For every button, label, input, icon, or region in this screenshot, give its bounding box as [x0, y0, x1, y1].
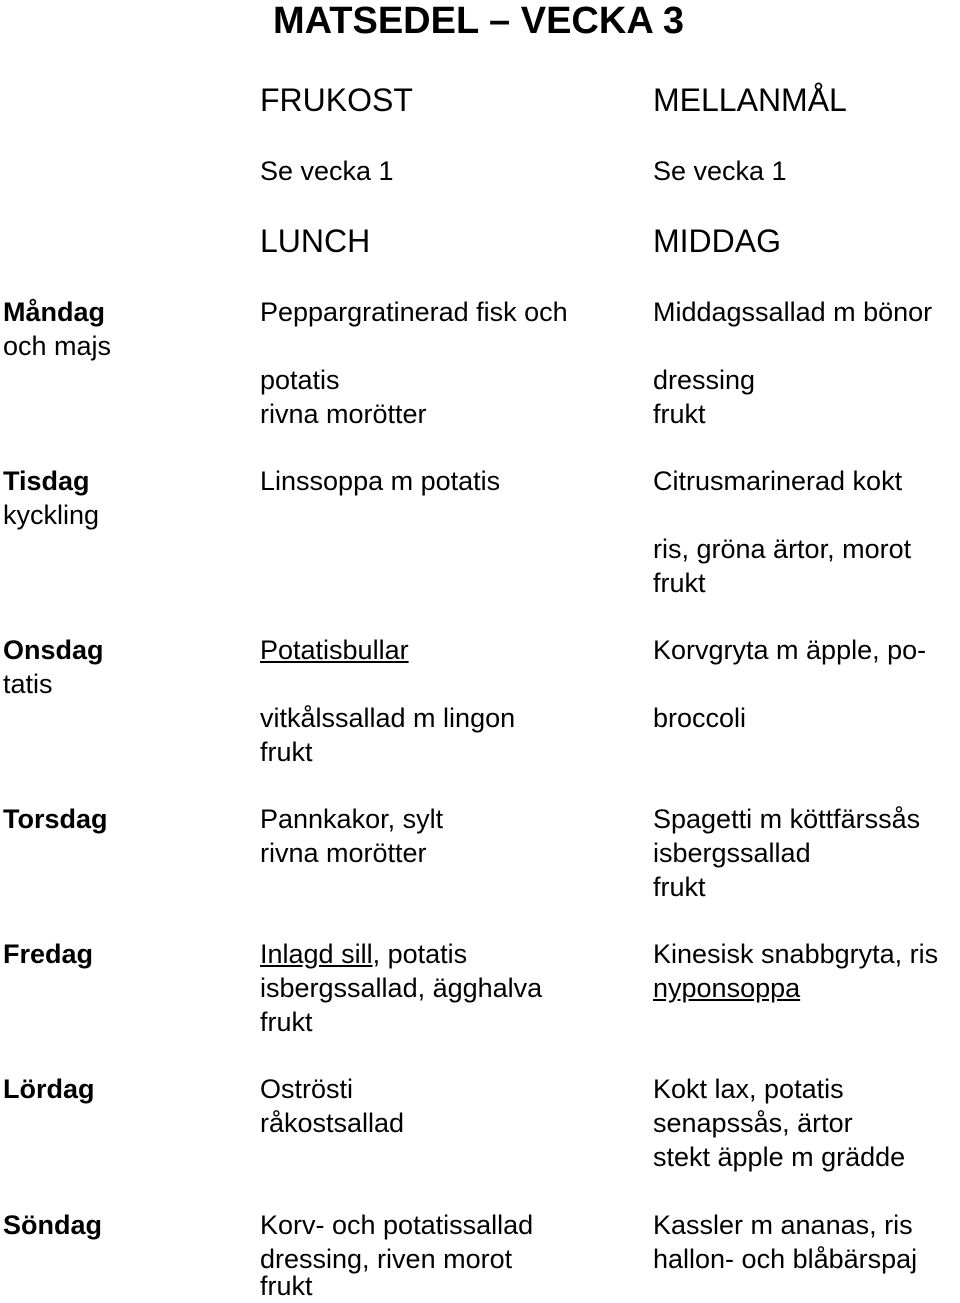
dinner-line: Korvgryta m äpple, po-: [653, 635, 927, 665]
day-name-thursday: Torsdag: [3, 804, 108, 834]
dinner-line: senapssås, ärtor: [653, 1108, 853, 1138]
lunch-line: isbergssallad, ägghalva: [260, 973, 543, 1003]
dinner-line: Kokt lax, potatis: [653, 1074, 844, 1104]
dinner-line: Kassler m ananas, ris: [653, 1210, 913, 1240]
dinner-line: frukt: [653, 399, 706, 429]
lunch-line: rivna morötter: [260, 838, 427, 868]
mellanmal-heading: MELLANMÅL: [653, 82, 847, 118]
day-extra-tuesday: kyckling: [3, 500, 100, 530]
day-name-tuesday: Tisdag: [3, 466, 90, 496]
dinner-line: ris, gröna ärtor, morot: [653, 534, 912, 564]
lunch-line: Korv- och potatissallad: [260, 1210, 534, 1240]
page-title: MATSEDEL – VECKA 3: [273, 0, 685, 42]
dinner-line: dressing: [653, 365, 756, 395]
dinner-line: Spagetti m köttfärssås: [653, 804, 921, 834]
dinner-line: frukt: [653, 872, 706, 902]
lunch-line: potatis: [260, 365, 340, 395]
dinner-line: broccoli: [653, 703, 747, 733]
dinner-line: Middagssallad m bönor: [653, 297, 933, 327]
frukost-heading: FRUKOST: [260, 82, 413, 118]
dinner-line: Kinesisk snabbgryta, ris: [653, 939, 939, 969]
day-name-friday: Fredag: [3, 939, 94, 969]
lunch-line: Linssoppa m potatis: [260, 466, 501, 496]
lunch-line: frukt: [260, 1007, 313, 1037]
lunch-text: , potatis: [372, 939, 468, 969]
lunch-heading: LUNCH: [260, 223, 371, 259]
day-name-wednesday: Onsdag: [3, 635, 104, 665]
lunch-line: vitkålssallad m lingon: [260, 703, 516, 733]
lunch-underlined-text: Inlagd sill: [260, 939, 373, 969]
dinner-line: nyponsoppa: [653, 973, 801, 1003]
middag-heading: MIDDAG: [653, 223, 781, 259]
lunch-line: [260, 938, 467, 970]
day-name-sunday: Söndag: [3, 1210, 102, 1240]
day-extra-wednesday: tatis: [3, 669, 53, 699]
day-extra-monday: och majs: [3, 331, 112, 361]
lunch-line: Oströsti: [260, 1074, 354, 1104]
lunch-line: frukt: [260, 1271, 313, 1301]
lunch-line: Potatisbullar: [260, 635, 409, 665]
frukost-note: Se vecka 1: [260, 156, 394, 186]
lunch-line: råkostsallad: [260, 1108, 405, 1138]
lunch-line: Peppargratinerad fisk och: [260, 297, 568, 327]
day-name-monday: Måndag: [3, 297, 106, 327]
dinner-line: stekt äpple m grädde: [653, 1142, 906, 1172]
lunch-line: Pannkakor, sylt: [260, 804, 444, 834]
lunch-line: rivna morötter: [260, 399, 427, 429]
dinner-line: isbergssallad: [653, 838, 811, 868]
dinner-line: Citrusmarinerad kokt: [653, 466, 903, 496]
dinner-line: hallon- och blåbärspaj: [653, 1244, 918, 1274]
dinner-line: frukt: [653, 568, 706, 598]
lunch-line: dressing, riven morot: [260, 1244, 513, 1274]
mellanmal-note: Se vecka 1: [653, 156, 787, 186]
lunch-line: frukt: [260, 737, 313, 767]
day-name-saturday: Lördag: [3, 1074, 95, 1104]
